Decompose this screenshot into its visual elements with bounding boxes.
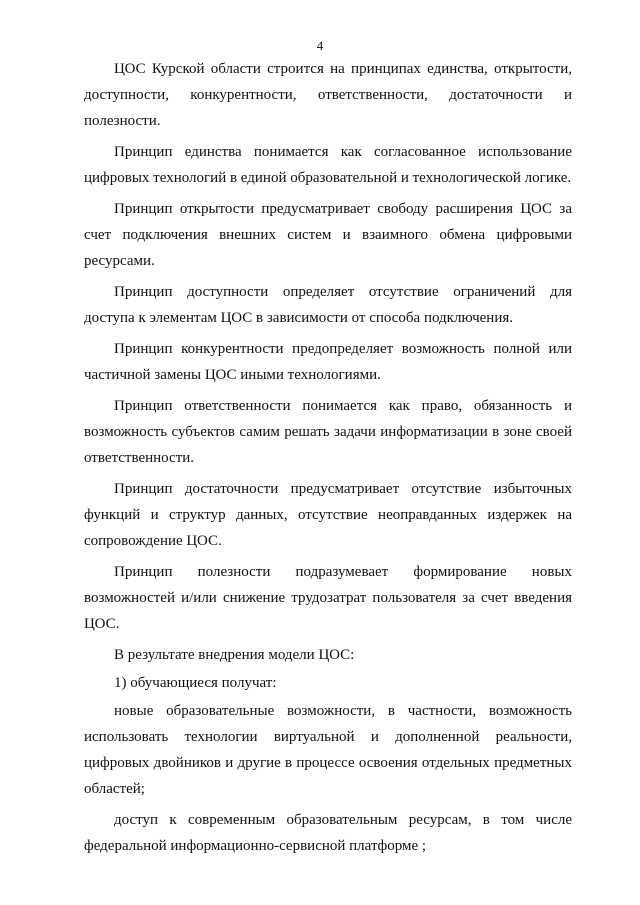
paragraph-principles-intro: ЦОС Курской области строится на принципах единства, открытости, доступности, конкурентности, ответственности, достаточности и полезности.: [84, 61, 572, 129]
paragraph-principle-competitiveness: Принцип конкурентности предопределяет возможность полной или частичной замены ЦОС иными технологиями.: [84, 341, 572, 383]
paragraph-principle-responsibility: Принцип ответственности понимается как право, обязанность и возможность субъектов самим решать задачи информатизации в зоне своей ответственности.: [84, 398, 572, 466]
paragraph-principle-unity: Принцип единства понимается как согласованное использование цифровых технологий в единой образовательной и технологической логике.: [84, 144, 572, 186]
paragraph-principle-accessibility: Принцип доступности определяет отсутствие ограничений для доступа к элементам ЦОС в зависимости от способа подключения.: [84, 284, 572, 326]
list-item-students: 1) обучающиеся получат:: [114, 675, 277, 691]
paragraph-resource-access: доступ к современным образовательным ресурсам, в том числе федеральной информационно-сервисной платформе ;: [84, 812, 572, 854]
paragraph-new-opportunities: новые образовательные возможности, в частности, возможность использовать технологии виртуальной и дополненной реальности, цифровых двойников и другие в процессе освоения отдельных предметных областей;: [84, 703, 572, 797]
paragraph-principle-openness: Принцип открытости предусматривает свободу расширения ЦОС за счет подключения внешних систем и взаимного обмена цифровыми ресурсами.: [84, 201, 572, 269]
page-number: 4: [316, 38, 324, 53]
paragraph-principle-usefulness: Принцип полезности подразумевает формирование новых возможностей и/или снижение трудозатрат пользователя за счет введения ЦОС.: [84, 564, 572, 632]
paragraph-principle-sufficiency: Принцип достаточности предусматривает отсутствие избыточных функций и структур данных, отсутствие неоправданных издержек на сопровождение ЦОС.: [84, 481, 572, 549]
document-body: [84, 56, 572, 859]
paragraph-results-intro: В результате внедрения модели ЦОС:: [114, 647, 355, 663]
